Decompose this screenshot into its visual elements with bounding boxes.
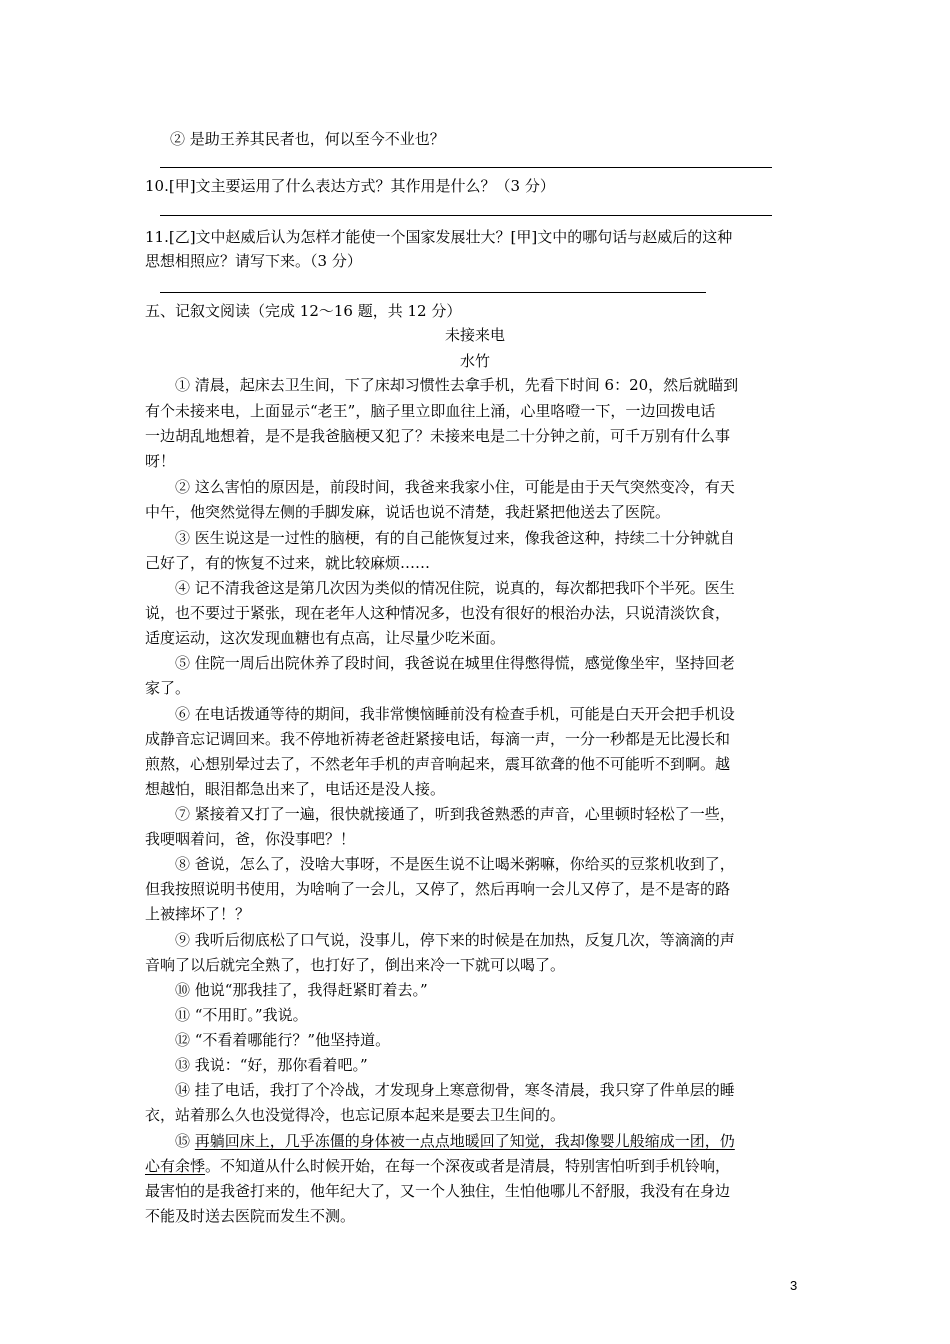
paragraph-15-line: 不能及时送去医院而发生不测。 xyxy=(145,1207,356,1225)
section-heading: 五、记叙文阅读（完成 12～16 题，共 12 分） xyxy=(145,302,462,320)
paragraph-1-line: 有个未接来电，上面显示“老王”，脑子里立即血往上涌，心里咯噔一下，一边回拨电话 xyxy=(145,402,716,420)
article-title: 未接来电 xyxy=(444,326,505,344)
paragraph-4-line: 说，也不要过于紧张，现在老年人这种情况多，也没有很好的根治办法，只说清淡饮食， xyxy=(145,604,731,622)
paragraph-2-line: ② 这么害怕的原因是，前段时间，我爸来我家小住，可能是由于天气突然变冷，有天 xyxy=(175,478,735,496)
paragraph-3-line: 己好了，有的恢复不过来，就比较麻烦…… xyxy=(145,554,431,572)
paragraph-6-line: 煎熬，心想别晕过去了，不然老年手机的声音响起来，震耳欲聋的他不可能听不到啊。越 xyxy=(145,755,731,773)
paragraph-15-text: 。不知道从什么时候开始，在每一个深夜或者是清晨，特别害怕听到手机铃响， xyxy=(205,1157,731,1175)
paragraph-8-line: ⑧ 爸说，怎么了，没啥大事呀，不是医生说不让喝米粥嘛，你给买的豆浆机收到了， xyxy=(175,855,735,873)
paragraph-15-line xyxy=(145,1155,730,1177)
paragraph-6-line: ⑥ 在电话拨通等待的期间，我非常懊恼睡前没有检查手机，可能是白天开会把手机设 xyxy=(175,705,735,723)
paragraph-11: ⑪ “不用盯。”我说。 xyxy=(175,1006,308,1024)
article-author: 水竹 xyxy=(459,352,490,370)
answer-line-11 xyxy=(160,292,706,293)
paragraph-4-line: ④ 记不清我爸这是第几次因为类似的情况住院，说真的，每次都把我吓个半死。医生 xyxy=(175,579,735,597)
paragraph-5-line: ⑤ 住院一周后出院休养了段时间，我爸说在城里住得憋得慌，感觉像坐牢，坚持回老 xyxy=(175,654,735,672)
paragraph-6-line: 成静音忘记调回来。我不停地祈祷老爸赶紧接电话，每滴一声，一分一秒都是无比漫长和 xyxy=(145,730,731,748)
paragraph-10: ⑩ 他说“那我挂了，我得赶紧盯着去。” xyxy=(175,981,428,999)
paragraph-15-number: ⑮ xyxy=(175,1132,195,1150)
question-11-line2: 思想相照应？请写下来。（3 分） xyxy=(145,252,362,270)
paragraph-14-line: 衣，站着那么久也没觉得冷，也忘记原本起来是要去卫生间的。 xyxy=(145,1106,566,1124)
paragraph-14-line: ⑭ 挂了电话，我打了个冷战，才发现身上寒意彻骨，寒冬清晨，我只穿了件单层的睡 xyxy=(175,1081,735,1099)
answer-line-9-2 xyxy=(160,167,772,168)
question-11-line1: 11.[乙]文中赵威后认为怎样才能使一个国家发展壮大？[甲]文中的哪句话与赵威后的这种 xyxy=(145,228,733,246)
underlined-sentence-part1: 再躺回床上，几乎冻僵的身体被一点点地暖回了知觉，我却像婴儿般缩成一团，仍 xyxy=(194,1132,735,1150)
paragraph-8-line: 上被摔坏了！？ xyxy=(145,905,251,923)
paragraph-1-line: 呀！ xyxy=(145,452,176,470)
paragraph-2-line: 中午，他突然觉得左侧的手脚发麻，说话也说不清楚，我赶紧把他送去了医院。 xyxy=(145,503,671,521)
paragraph-5-line: 家了。 xyxy=(145,679,191,697)
paragraph-9-line: 音响了以后就完全熟了，也打好了，倒出来冷一下就可以喝了。 xyxy=(145,956,566,974)
paragraph-7-line: ⑦ 紧接着又打了一遍，很快就接通了，听到我爸熟悉的声音，心里顿时轻松了一些， xyxy=(175,805,735,823)
page-number: 3 xyxy=(790,1278,798,1293)
underlined-sentence-part2: 心有余悸 xyxy=(145,1157,206,1175)
paragraph-7-line: 我哽咽着问，爸，你没事吧？！ xyxy=(145,830,356,848)
paragraph-15-line xyxy=(175,1130,735,1152)
paragraph-6-line: 想越怕，眼泪都急出来了，电话还是没人接。 xyxy=(145,780,446,798)
paragraph-15-line: 最害怕的是我爸打来的，他年纪大了，又一个人独住，生怕他哪儿不舒服，我没有在身边 xyxy=(145,1182,731,1200)
paragraph-13: ⑬ 我说：“好，那你看着吧。” xyxy=(175,1056,368,1074)
paragraph-8-line: 但我按照说明书使用，为啥响了一会儿，又停了，然后再响一会儿又停了，是不是寄的路 xyxy=(145,880,731,898)
paragraph-9-line: ⑨ 我听后彻底松了口气说，没事儿，停下来的时候是在加热，反复几次，等滴滴的声 xyxy=(175,931,735,949)
answer-line-10 xyxy=(160,215,772,216)
paragraph-1-line: ① 清晨，起床去卫生间，下了床却习惯性去拿手机，先看下时间 6：20，然后就瞄到 xyxy=(175,376,739,394)
paragraph-4-line: 适度运动，这次发现血糖也有点高，让尽量少吃米面。 xyxy=(145,629,506,647)
paragraph-3-line: ③ 医生说这是一过性的脑梗，有的自己能恢复过来，像我爸这种，持续二十分钟就自 xyxy=(175,529,735,547)
question-10: 10.[甲]文主要运用了什么表达方式？其作用是什么？（3 分） xyxy=(145,177,555,195)
paragraph-1-line: 一边胡乱地想着，是不是我爸脑梗又犯了？未接来电是二十分钟之前，可千万别有什么事 xyxy=(145,427,731,445)
paragraph-12: ⑫ “不看着哪能行？”他坚持道。 xyxy=(175,1031,391,1049)
question-9-2: ② 是助王养其民者也，何以至今不业也？ xyxy=(170,130,445,148)
